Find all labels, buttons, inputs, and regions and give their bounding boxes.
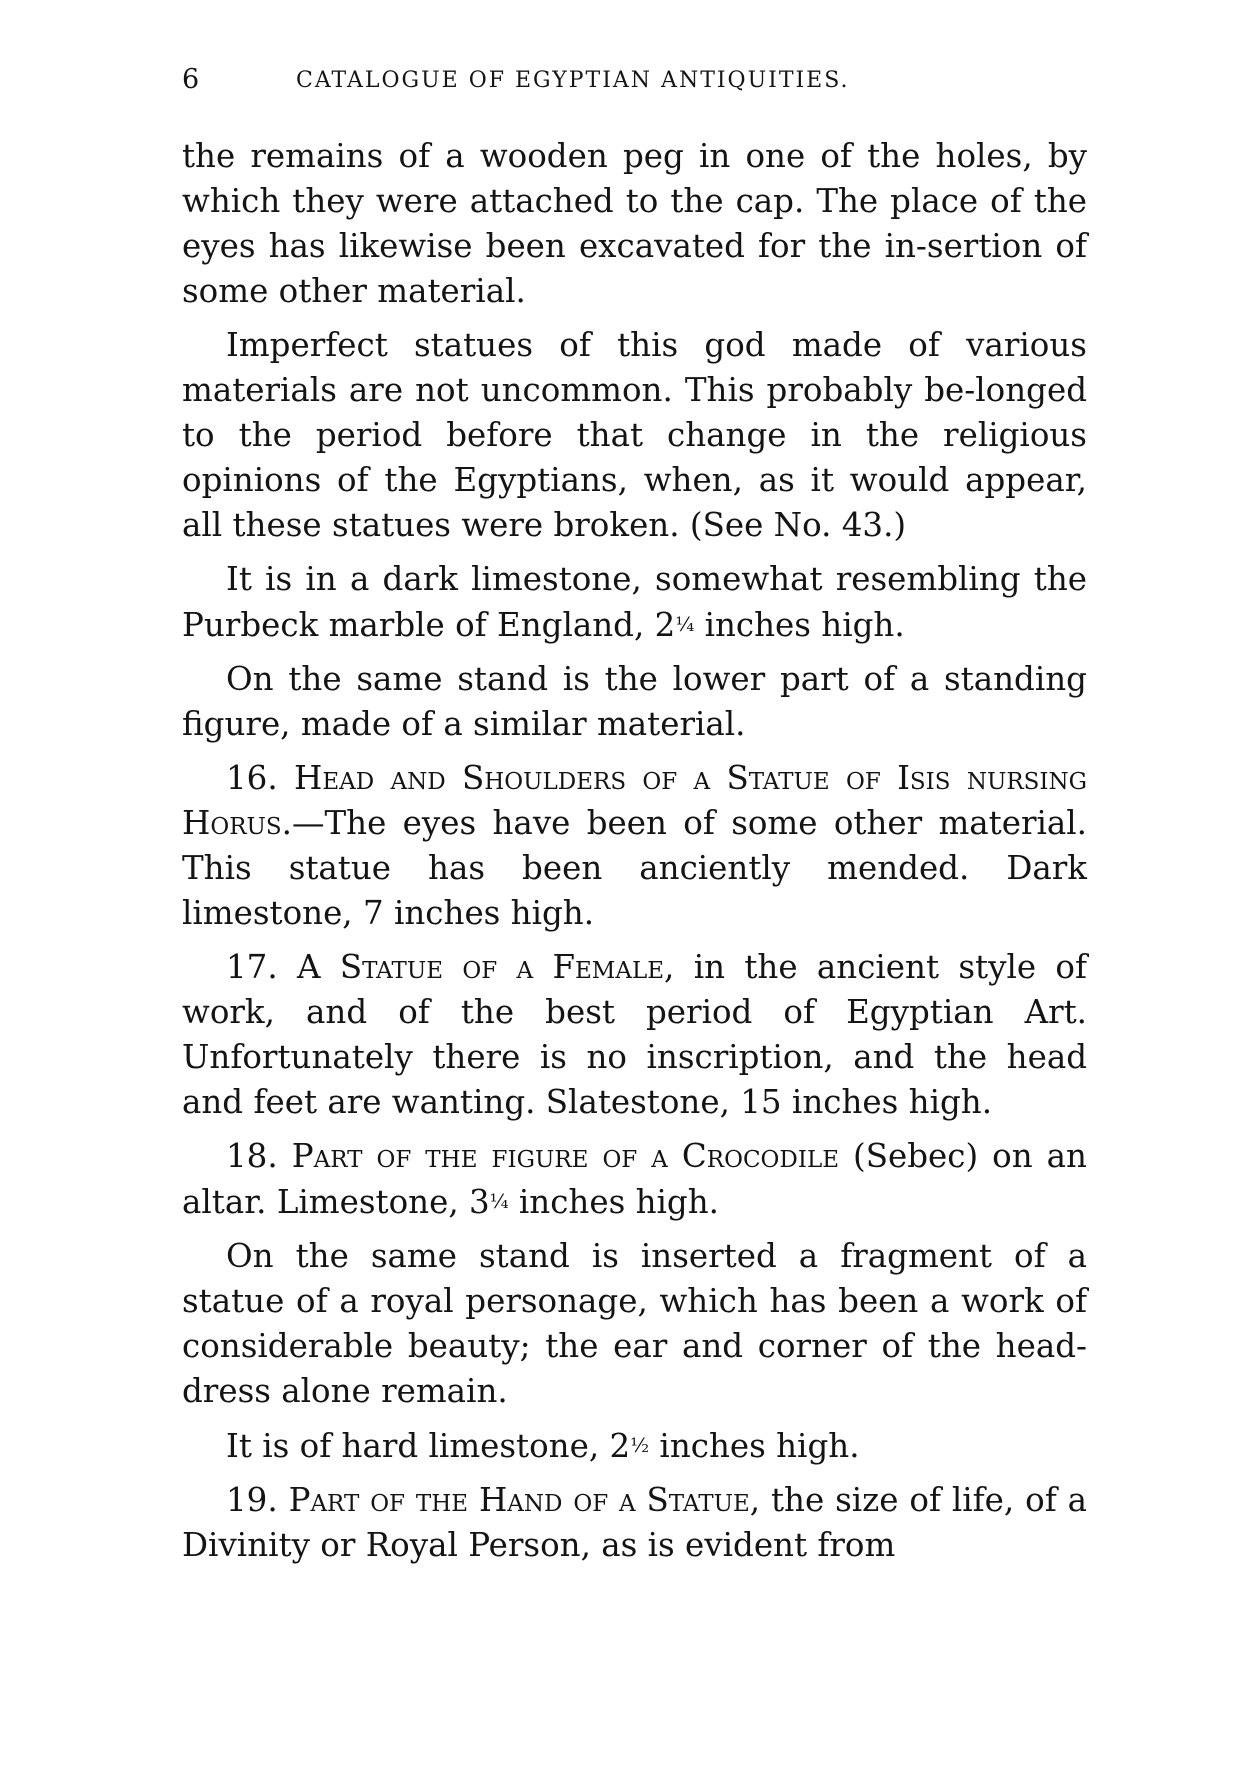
catalogue-entry-18	[182, 1134, 1087, 1225]
page-header	[182, 64, 1082, 104]
running-title: CATALOGUE OF EGYPTIAN ANTIQUITIES.	[296, 68, 850, 93]
paragraph-text: Imperfect statues of this god made of various materials are not uncommon. This probably be-longed to the period before that change in the religious opinions of the Egyptians, when, as it would appear, all these statues were broken. (See No. 43.)	[182, 326, 1087, 544]
entry-number: 16.	[226, 758, 278, 797]
entry-text: the size of life, of a Divinity or Royal Person, as is evident from	[182, 1480, 1087, 1564]
catalogue-entry-16	[182, 756, 1087, 936]
entry-heading: Part of the figure of a Crocodile	[291, 1136, 840, 1175]
entry-heading: A Statue of a Female,	[297, 947, 675, 986]
fraction: ½	[630, 1433, 650, 1457]
paragraph	[182, 557, 1087, 648]
paragraph-text: the remains of a wooden peg in one of the holes, by which they were attached to the cap. The place of the eyes has likewise been excavated for the in-sertion of some other material.	[182, 137, 1087, 310]
paragraph-text: inches high.	[649, 1426, 860, 1465]
paragraph-text: It is in a dark limestone, somewhat resembling the Purbeck marble of England, 2	[182, 560, 1087, 644]
paragraph-text: On the same stand is the lower part of a standing figure, made of a similar material.	[182, 659, 1087, 743]
catalogue-entry-17	[182, 945, 1087, 1125]
entry-text: inches high.	[508, 1182, 720, 1221]
paragraph	[182, 1234, 1087, 1414]
entry-text: —The eyes have been of some other material. This statue has been anciently mended. Dark limestone, 7 inches high.	[182, 803, 1087, 932]
entry-heading: Part of the Hand of a Statue,	[288, 1480, 761, 1519]
page-number: 6	[182, 64, 200, 95]
body-text	[182, 134, 1087, 1577]
paragraph	[182, 323, 1087, 548]
entry-number: 18.	[226, 1136, 278, 1175]
entry-text: in the ancient style of work, and of the best period of Egyptian Art. Unfortunately there is no inscription, and the head and feet are wanting. Slatestone, 15 inches high.	[182, 947, 1088, 1121]
fraction: ¼	[489, 1189, 509, 1213]
fraction: ¼	[675, 613, 695, 636]
paragraph-text: On the same stand is inserted a fragment of a statue of a royal personage, which has been a work of considerable beauty; the ear and corner of the head-dress alone remain.	[182, 1236, 1087, 1410]
paragraph	[182, 1423, 1087, 1469]
paragraph-continued	[182, 134, 1087, 314]
paragraph	[182, 657, 1087, 747]
entry-number: 19.	[226, 1480, 278, 1519]
paragraph-text: It is of hard limestone, 2	[226, 1426, 631, 1465]
paragraph-text: inches high.	[694, 605, 905, 644]
entry-heading: Head and Shoulders of a Statue of Isis nursing Horus.	[182, 758, 1087, 842]
entry-text: (Sebec) on an altar. Limestone, 3	[182, 1136, 1087, 1221]
catalogue-entry-19	[182, 1478, 1087, 1568]
entry-number: 17.	[226, 947, 278, 986]
